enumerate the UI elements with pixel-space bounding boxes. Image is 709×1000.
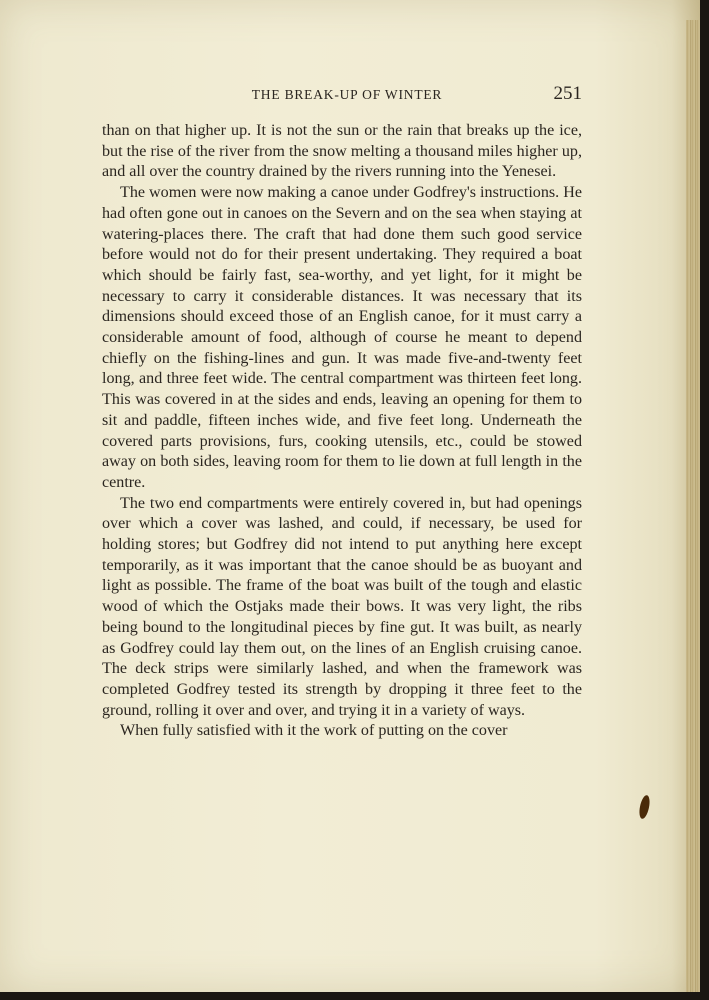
ink-stain [638, 794, 652, 819]
page-edge [686, 20, 700, 992]
page-header [102, 85, 582, 107]
paragraph-1: than on that higher up. It is not the sun or the rain that breaks up the ice, but the rise of the river from the snow melting a thousand miles higher up, and all over the country drained by the rivers running into the Yenesei. [102, 122, 582, 181]
page-number: 251 [553, 83, 582, 104]
paragraph-4: When fully satisfied with it the work of putting on the cover [120, 722, 508, 740]
running-title: THE BREAK-UP OF WINTER [251, 87, 443, 102]
body-text [102, 121, 582, 742]
paragraph-2: The women were now making a canoe under Godfrey's instructions. He had often gone out in canoes on the Severn and on the sea when staying at watering-places there. The craft that had done them such good service before would not do for their present undertaking. They required a boat which should be fairly fast, sea-worthy, and yet light, for it might be necessary to carry it considerable distances. It was necessary that its dimensions should exceed those of an English canoe, for it must carry a considerable amount of food, although of course he meant to depend chiefly on the fishing-lines and gun. It was made five-and-twenty feet long, and three feet wide. The central compartment was thirteen feet long. This was covered in at the sides and ends, leaving an opening for them to sit and paddle, fifteen inches wide, and five feet long. Underneath the covered parts provisions, furs, cooking utensils, etc., could be stowed away on both sides, leaving room for them to lie down at full length in the centre. [102, 184, 582, 491]
paragraph-3: The two end compartments were entirely covered in, but had openings over which a cover was lashed, and could, if necessary, be used for holding stores; but Godfrey did not intend to put anything here except temporarily, as it was important that the canoe should be as buoyant and light as possible. The frame of the boat was built of the tough and elastic wood of which the Ostjaks made their bows. It was very light, the ribs being bound to the longitudinal pieces by fine gut. It was built, as nearly as Godfrey could lay them out, on the lines of an English cruising canoe. The deck strips were similarly lashed, and when the framework was completed Godfrey tested its strength by dropping it three feet to the ground, rolling it over and over, and trying it in a variety of ways. [102, 494, 582, 719]
